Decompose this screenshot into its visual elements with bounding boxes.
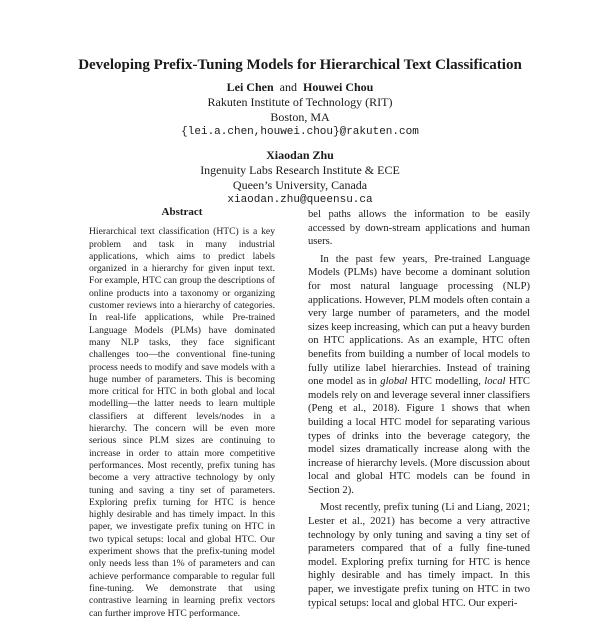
author-and: and	[279, 80, 297, 94]
author-email: xiaodan.zhu@queensu.ca	[227, 194, 373, 206]
body-paragraph: bel paths allows the information to be easily accessed by down-stream applications and human users.	[308, 209, 530, 248]
author-location: Boston, MA	[270, 110, 330, 124]
body-text: HTC models rely on and leverage several inner classifiers (Peng et al., 2018). Figure 1 shows that when building a local HTC model for separating various types of drinks into the beverage category, the model sizes dramatically increase along with the increase of hierarchy levels. (More discussion about local and global HTC models can be found in Section 2).	[308, 376, 531, 496]
author-affiliation: Ingenuity Labs Research Institute & ECE	[200, 163, 400, 177]
body-emphasis: local	[484, 376, 506, 388]
author-name: Xiaodan Zhu	[266, 148, 334, 162]
body-paragraph: Most recently, prefix tuning (Li and Liang, 2021; Lester et al., 2021) has become a very attractive technology by only tuning and saving a tiny set of parameters compared that of a fully fine-tuned model. Exploring prefix turning for HTC is hence highly desirable and has timely impact. In this paper, we investigate prefix tuning on HTC in two typical setups: local and global HTC. Our experi-	[308, 502, 530, 609]
author-group-2	[0, 148, 600, 208]
author-group-1	[0, 80, 600, 140]
author-affiliation: Rakuten Institute of Technology (RIT)	[207, 95, 393, 109]
body-text: HTC modelling,	[407, 376, 485, 388]
author-email: {lei.a.chen,houwei.chou}@rakuten.com	[181, 126, 419, 138]
body-paragraph	[308, 253, 530, 498]
author-names	[0, 80, 600, 95]
author-name: Houwei Chou	[302, 80, 374, 94]
abstract-text: Hierarchical text classification (HTC) is a key problem and task in many industrial applications, which aims to predict labels organized in a hierarchy for given input text. For example, HTC can group the descriptions of online products into a taxonomy or organizing customer reviews into a hierarchy of categories. In real-life applications, while Pre-trained Language Models (PLMs) have dominated many NLP tasks, they face significant challenges too—the conventional fine-tuning process needs to modify and save models with a huge number of parameters. This is becoming more critical for HTC in both global and local modelling—the latter needs to learn multiple classifiers at different levels/nodes in a hierarchy. The concern will be even more serious since PLM sizes are continuing to increase in order to attain more competitive performances. Most recently, prefix tuning has become a very attractive technology by only tuning and saving a tiny set of parameters. Exploring prefix turning for HTC is hence highly desirable and has timely impact. In this paper, we investigate prefix tuning on HTC in two typical setups: local and global HTC. Our experiment shows that the prefix-tuning model only needs less than 1% of parameters and can achieve performance comparable to regular full fine-tuning. We demonstrate that using contrastive learning in learning prefix vectors can further improve HTC performance.	[89, 226, 275, 619]
abstract-heading: Abstract	[161, 206, 203, 218]
body-column	[308, 208, 530, 610]
author-name: Lei Chen	[226, 80, 274, 94]
paper-title: Developing Prefix-Tuning Models for Hierarchical Text Classification	[78, 57, 522, 73]
body-text: In the past few years, Pre-trained Language Models (PLMs) have become a dominant solution for most natural language processing (NLP) applications. However, PLM models often contain a very large number of parameters, and the model sizes keep increasing, which can put a heavy burden on HTC applications. As an example, HTC often benefits from building a number of local models to fully utilize label hierarchies. Instead of training one model as in	[308, 253, 530, 388]
abstract-column	[89, 206, 275, 620]
author-location: Queen’s University, Canada	[232, 178, 368, 192]
body-emphasis: global	[380, 376, 408, 388]
